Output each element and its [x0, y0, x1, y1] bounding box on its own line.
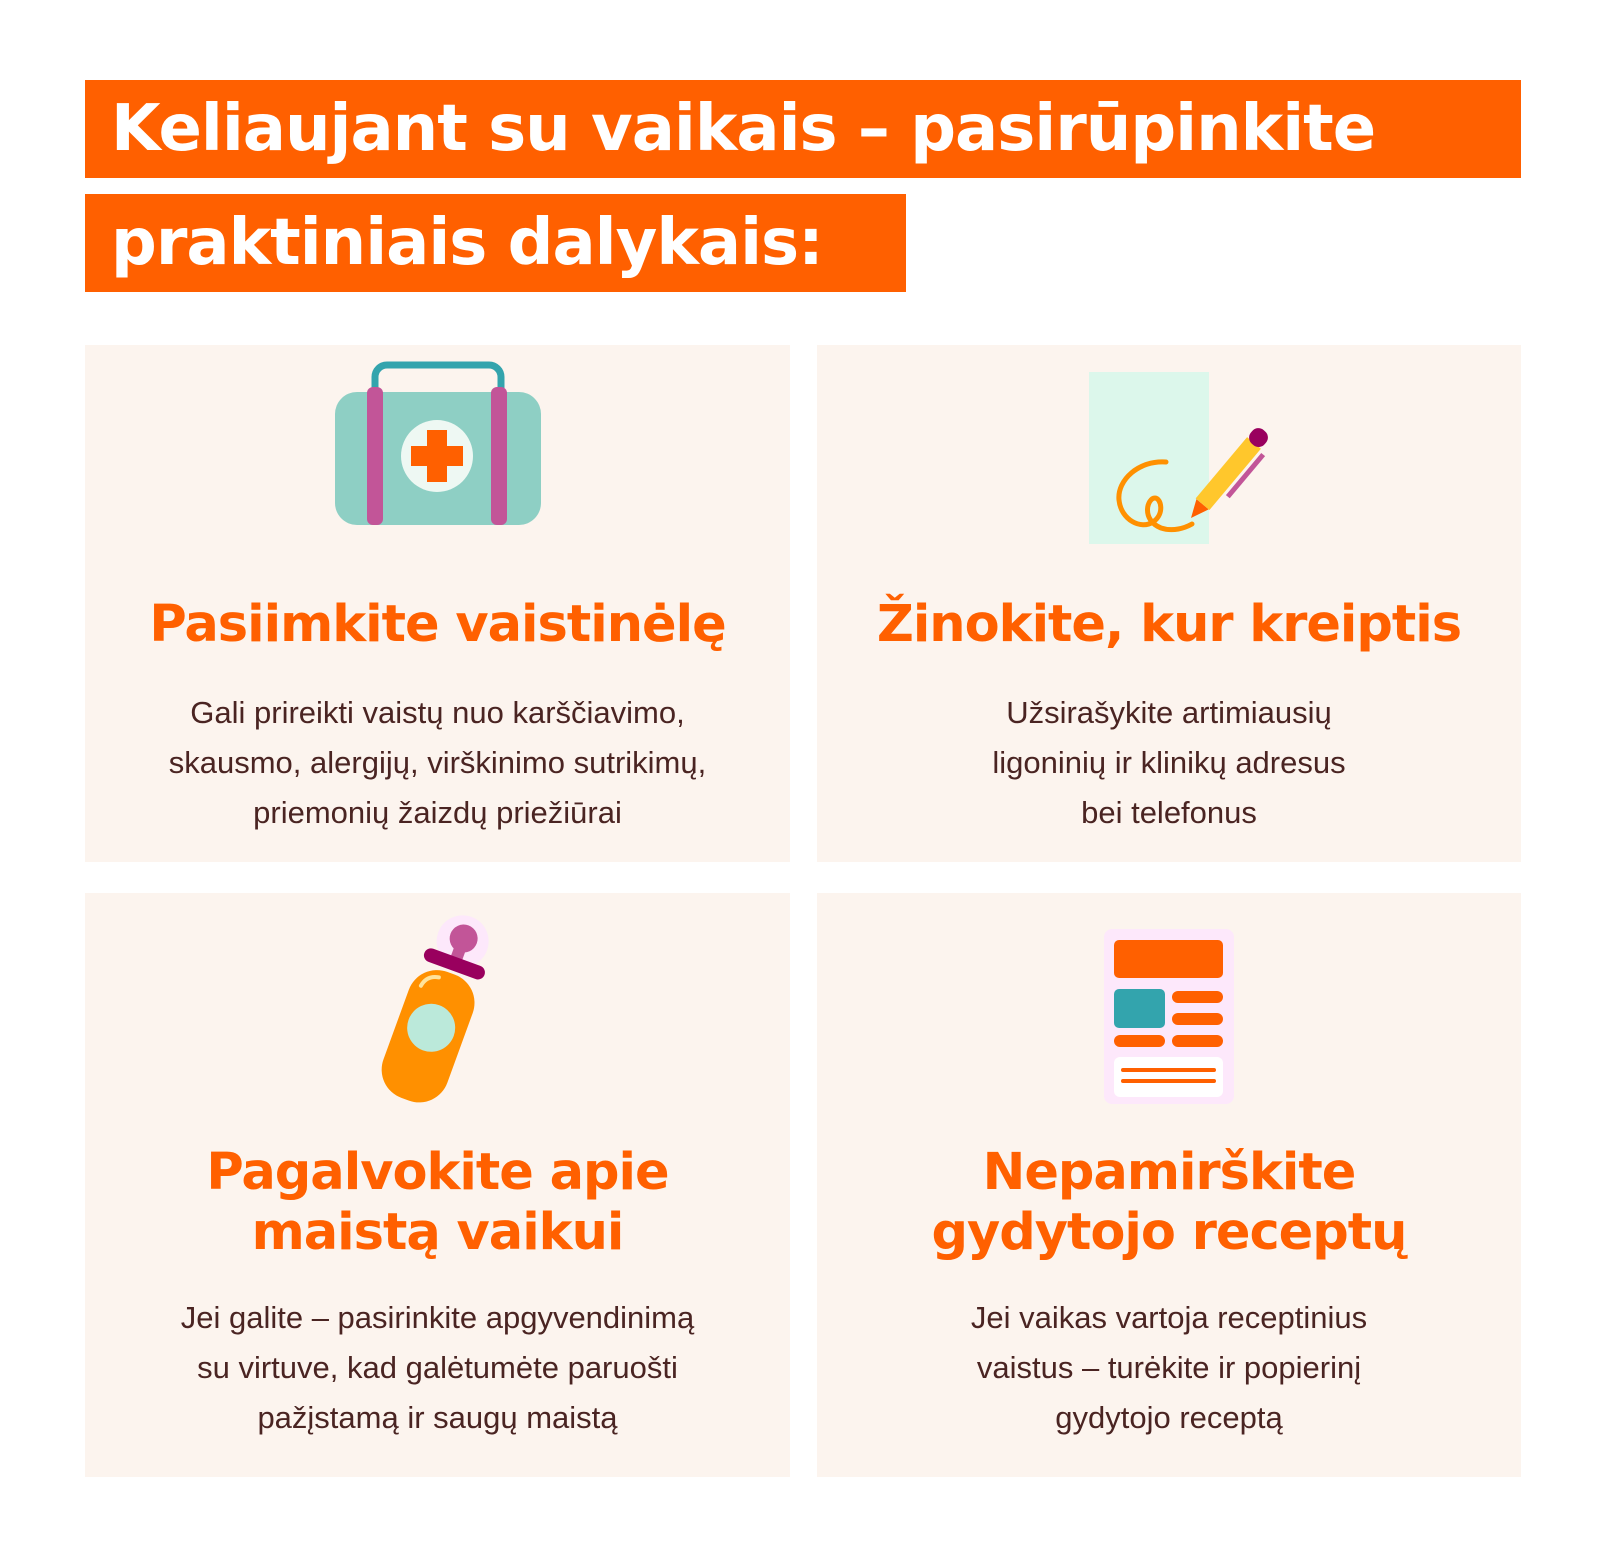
card-text: Užsirašykite artimiausių ligoninių ir klinikų adresus bei telefonus [992, 695, 1346, 830]
baby-bottle-icon [368, 909, 508, 1109]
first-aid-kit-icon [333, 359, 543, 529]
card-prescription [817, 893, 1521, 1477]
card-title: Pagalvokite apie maistą vaikui [206, 1143, 669, 1262]
title-line-1: Keliaujant su vaikais – pasirūpinkite [85, 80, 1521, 178]
card-title: Žinokite, kur kreiptis [876, 595, 1462, 654]
card-food [85, 893, 790, 1477]
card-text: Jei galite – pasirinkite apgyvendinimą su virtuve, kad galėtumėte paruošti pažįstamą ir saugų maistą [180, 1300, 695, 1435]
paper-and-pencil-icon [1069, 370, 1269, 550]
card-title: Nepamirškite gydytojo receptų [931, 1143, 1407, 1262]
card-first-aid [85, 345, 790, 862]
title-line-2: praktiniais dalykais: [85, 194, 906, 292]
card-title: Pasiimkite vaistinėlę [149, 595, 726, 654]
prescription-document-icon [1104, 929, 1234, 1104]
card-text: Jei vaikas vartoja receptinius vaistus – turėkite ir popierinį gydytojo receptą [970, 1300, 1368, 1435]
card-know-where [817, 345, 1521, 862]
card-text: Gali prireikti vaistų nuo karščiavimo, skausmo, alergijų, virškinimo sutrikimų, priemonių žaizdų priežiūrai [168, 695, 707, 830]
